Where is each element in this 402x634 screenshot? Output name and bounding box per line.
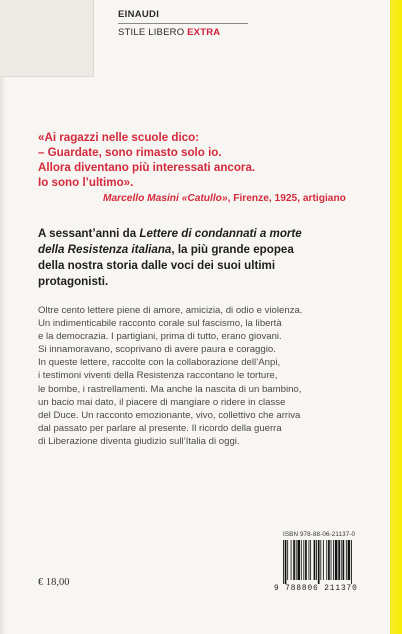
- lead-text: , la più grande epopea: [171, 243, 294, 256]
- page-edge: [0, 0, 6, 634]
- publisher-name: EINAUDI: [118, 9, 160, 20]
- quote-line: – Guardate, sono rimasto solo io.: [38, 146, 222, 159]
- lead-title-italic: della Resistenza italiana: [38, 243, 172, 256]
- series-main: STILE LIBERO: [118, 27, 185, 38]
- blurb-line: e la democrazia. I partigiani, prima di tutto, erano giovani.: [38, 331, 282, 343]
- series-name: [118, 27, 220, 38]
- price-label: € 18,00: [38, 577, 70, 588]
- lead-line: [38, 226, 378, 242]
- blurb-line: Oltre cento lettere piene di amore, amicizia, di odio e violenza.: [38, 305, 303, 316]
- blurb-line: dal passato per parlare al presente. Il ricordo della guerra: [38, 422, 282, 434]
- quote-line: «Ai ragazzi nelle scuole dico:: [38, 131, 200, 144]
- publisher-divider: [118, 23, 248, 24]
- attribution-name: Marcello Masini «Catullo»: [103, 193, 228, 204]
- blurb-line: In queste lettere, raccolte con la collaborazione dell’Anpi,: [38, 357, 281, 369]
- lead-line: protagonisti.: [38, 275, 109, 288]
- blurb-line: le bombe, i rastrellamenti. Ma anche la nascita di un bambino,: [38, 383, 302, 395]
- blurb-line: Un indimenticabile racconto corale sul fascismo, la libertà: [38, 318, 282, 330]
- blurb-line: di Liberazione diventa giudizio sull’Italia di oggi.: [38, 435, 240, 447]
- series-extra: EXTRA: [187, 27, 221, 38]
- quote-line: Io sono l’ultimo».: [38, 176, 134, 189]
- attribution-details: , Firenze, 1925, artigiano: [227, 193, 346, 204]
- yellow-spine: [390, 0, 402, 634]
- lead-line: [38, 242, 378, 258]
- lead-text: A sessant’anni da: [38, 227, 140, 240]
- quote-line: Allora diventano più interessati ancora.: [38, 161, 256, 174]
- barcode-digits: 9 788806 211370: [274, 585, 358, 593]
- quote-attribution: [103, 193, 346, 204]
- cover-flap-corner: [0, 0, 94, 77]
- lead-line: della nostra storia dalle voci dei suoi ultimi: [38, 259, 276, 272]
- blurb-line: del Duce. Un racconto emozionante, vivo, collettivo che arriva: [38, 409, 301, 421]
- isbn-label: ISBN 978-88-06-21137-0: [283, 531, 356, 538]
- blurb-line: Si innamoravano, scoprivano di avere paura e coraggio.: [38, 344, 276, 356]
- blurb-line: i testimoni viventi della Resistenza raccontano le torture,: [38, 370, 278, 382]
- epigraph-quote: [38, 130, 378, 190]
- barcode: [283, 540, 373, 584]
- blurb-line: un bacio mai dato, il piacere di mangiare o ridere in classe: [38, 396, 286, 408]
- lead-paragraph: [38, 226, 378, 290]
- blurb-body: [38, 304, 383, 448]
- lead-title-italic: Lettere di condannati a morte: [139, 227, 302, 240]
